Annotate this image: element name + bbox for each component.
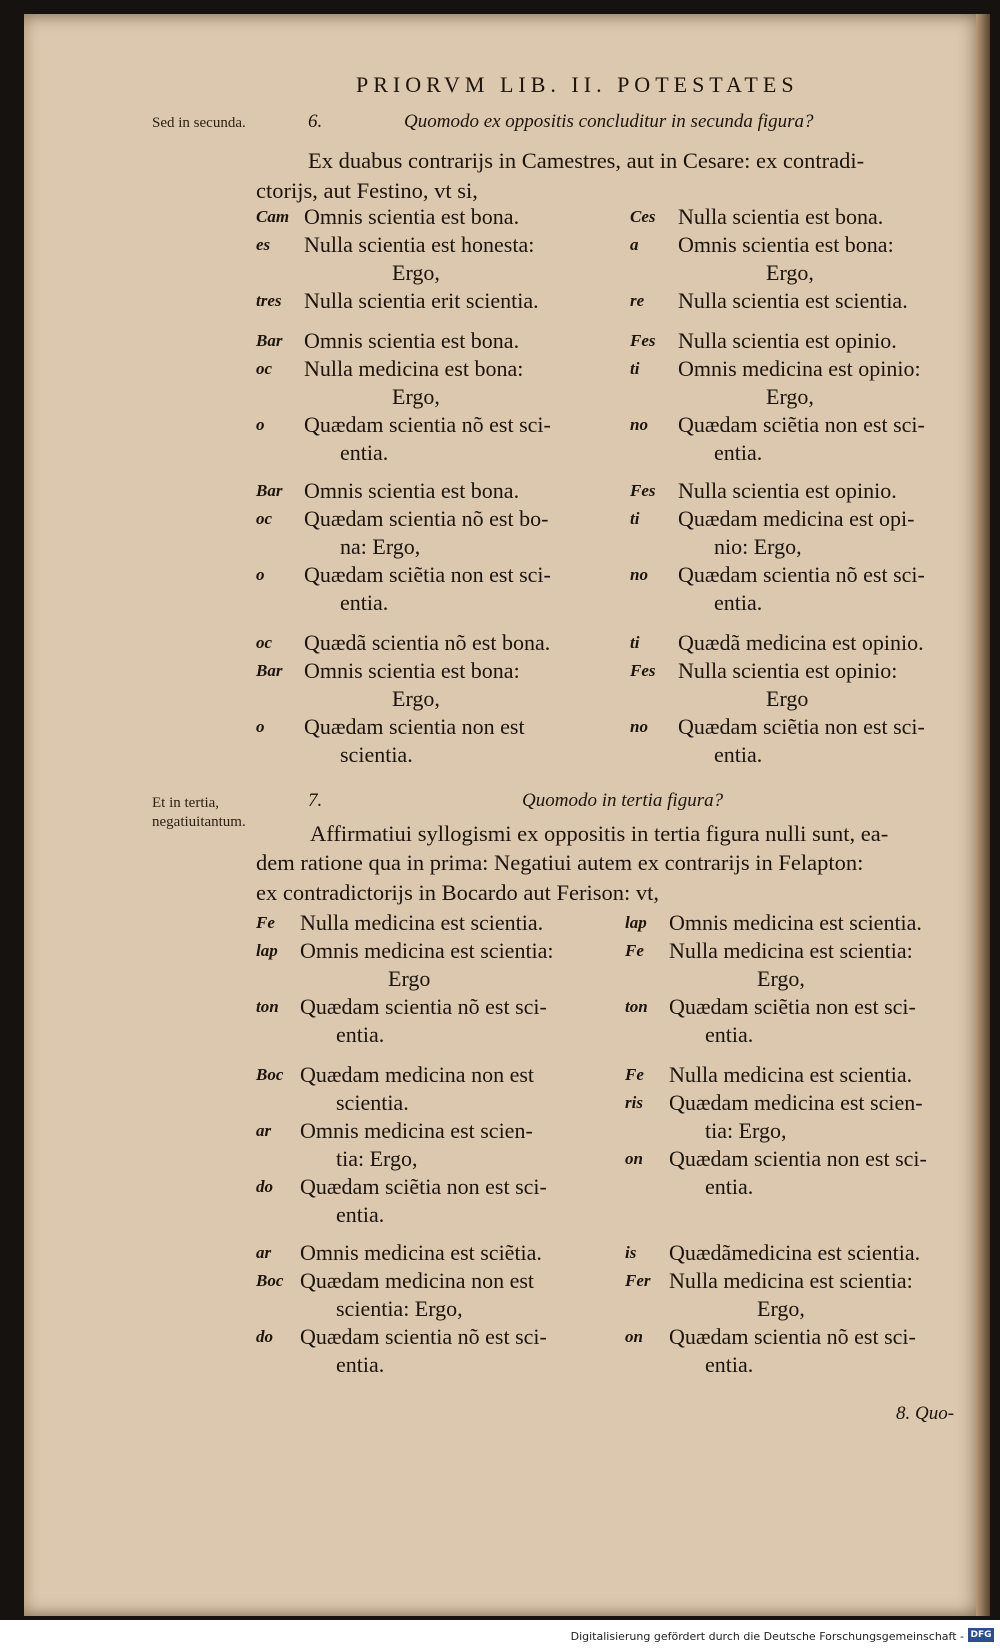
syllogism-line: Quædam medicina est scien- xyxy=(669,1090,923,1115)
mood-syllable-label: Boc xyxy=(256,1271,284,1290)
digitization-footer xyxy=(0,1622,1000,1651)
mood-syllable-label: Bar xyxy=(256,481,283,500)
section-question-6: Quomodo ex oppositis concluditur in secunda figura? xyxy=(404,111,814,132)
mood-syllable-label: no xyxy=(630,415,648,434)
syllogism-line: entia. xyxy=(714,742,763,767)
mood-syllable-label: o xyxy=(256,565,265,584)
paragraph-line: ctorijs, aut Festino, vt si, xyxy=(256,178,478,203)
syllogism-line: Nulla medicina est scientia. xyxy=(300,910,544,935)
paragraph-line: Ex duabus contrarijs in Camestres, aut in Cesare: ex contradi- xyxy=(308,148,865,173)
syllogism-line: Quædam medicina non est xyxy=(300,1062,535,1087)
syllogism-line: Quædam sciẽtia non est sci- xyxy=(669,994,916,1019)
syllogism-line: Nulla scientia erit scientia. xyxy=(304,288,539,313)
mood-syllable-label: o xyxy=(256,717,265,736)
mood-syllable-label: ton xyxy=(256,997,279,1016)
section-number-7: 7. xyxy=(308,790,323,811)
mood-syllable-label: do xyxy=(256,1177,273,1196)
syllogism-line: entia. xyxy=(705,1352,754,1377)
syllogism-line: scientia: Ergo, xyxy=(336,1296,463,1321)
syllogism-line: Nulla scientia est opinio. xyxy=(678,328,897,353)
mood-syllable-label: Fes xyxy=(630,661,656,680)
syllogism-line: Quædam medicina est opi- xyxy=(678,506,915,531)
syllogism-line: entia. xyxy=(340,590,389,615)
mood-syllable-label: Bar xyxy=(256,661,283,680)
syllogism-line: na: Ergo, xyxy=(340,534,421,559)
mood-syllable-label: is xyxy=(625,1243,637,1262)
catchword: 8. Quo- xyxy=(896,1403,955,1424)
mood-syllable-label: ris xyxy=(625,1093,643,1112)
syllogism-line: Quædam sciẽtia non est sci- xyxy=(678,714,925,739)
mood-syllable-label: oc xyxy=(256,633,273,652)
mood-syllable-label: Bar xyxy=(256,331,283,350)
mood-syllable-label: es xyxy=(256,235,271,254)
syllogism-line: Omnis scientia est bona. xyxy=(304,478,520,503)
syllogism-line: Quædam sciẽtia non est sci- xyxy=(678,412,925,437)
syllogism-line: Nulla medicina est bona: xyxy=(304,356,524,381)
mood-syllable-label: Fe xyxy=(625,1065,644,1084)
syllogism-line: Ergo, xyxy=(766,384,814,409)
mood-syllable-label: ton xyxy=(625,997,648,1016)
syllogism-line: Omnis medicina est scien- xyxy=(300,1118,533,1143)
syllogism-line: entia. xyxy=(336,1352,385,1377)
syllogism-line: nio: Ergo, xyxy=(714,534,802,559)
syllogism-line: Ergo, xyxy=(392,384,440,409)
syllogism-line: scientia. xyxy=(336,1090,409,1115)
page-edge xyxy=(976,14,990,1616)
section-number-6: 6. xyxy=(308,111,323,132)
syllogism-line: Quædam scientia non est xyxy=(304,714,525,739)
syllogism-line: Ergo, xyxy=(392,686,440,711)
syllogism-line: Omnis scientia est bona. xyxy=(304,328,520,353)
syllogism-line: Omnis scientia est bona: xyxy=(678,232,894,257)
syllogism-line: Nulla medicina est scientia: xyxy=(669,1268,913,1293)
syllogism-line: entia. xyxy=(705,1174,754,1199)
mood-syllable-label: oc xyxy=(256,509,273,528)
syllogism-line: Nulla scientia est opinio: xyxy=(678,658,898,683)
paragraph-line: Affirmatiui syllogismi ex oppositis in tertia figura nulli sunt, ea- xyxy=(310,821,889,846)
syllogism-line: Quædã medicina est opinio. xyxy=(678,630,924,655)
syllogism-line: Nulla scientia est bona. xyxy=(678,204,884,229)
syllogism-line: Omnis medicina est scientia: xyxy=(300,938,554,963)
dfg-logo: DFG xyxy=(968,1628,994,1642)
paragraph-line: ex contradictorijs in Bocardo aut Ferison: vt, xyxy=(256,880,660,905)
mood-syllable-label: Fes xyxy=(630,331,656,350)
syllogism-line: Quædam scientia nõ est sci- xyxy=(300,994,547,1019)
syllogism-line: Omnis medicina est scientia. xyxy=(669,910,922,935)
syllogism-line: Nulla medicina est scientia: xyxy=(669,938,913,963)
paragraph-line: dem ratione qua in prima: Negatiui autem ex contrarijs in Felapton: xyxy=(256,850,864,875)
mood-syllable-label: Fer xyxy=(625,1271,651,1290)
syllogism-line: Ergo, xyxy=(757,966,805,991)
syllogism-line: Quædã scientia nõ est bona. xyxy=(304,630,551,655)
syllogism-line: Quædam scientia nõ est sci- xyxy=(669,1324,916,1349)
syllogism-line: Ergo xyxy=(766,686,809,711)
mood-syllable-label: no xyxy=(630,565,648,584)
syllogism-line: Quædam scientia nõ est sci- xyxy=(678,562,925,587)
mood-syllable-label: re xyxy=(630,291,645,310)
syllogism-line: Ergo xyxy=(388,966,431,991)
mood-syllable-label: ti xyxy=(630,633,640,652)
syllogism-line: Quædãmedicina est scientia. xyxy=(669,1240,921,1265)
syllogism-line: Omnis scientia est bona. xyxy=(304,204,520,229)
syllogism-line: Quædam scientia nõ est sci- xyxy=(300,1324,547,1349)
syllogism-line: Ergo, xyxy=(392,260,440,285)
mood-syllable-label: on xyxy=(625,1149,643,1168)
syllogism-line: Omnis medicina est sciẽtia. xyxy=(300,1240,542,1265)
mood-syllable-label: Boc xyxy=(256,1065,284,1084)
syllogism-line: Quædam scientia non est sci- xyxy=(669,1146,927,1171)
syllogism-line: Nulla scientia est scientia. xyxy=(678,288,908,313)
margin-note-tertia: Et in tertia, negatiuitantum. xyxy=(152,795,246,830)
mood-syllable-label: oc xyxy=(256,359,273,378)
syllogism-line: scientia. xyxy=(340,742,413,767)
syllogism-line: Quædam medicina non est xyxy=(300,1268,535,1293)
syllogism-line: Omnis scientia est bona: xyxy=(304,658,520,683)
syllogism-line: entia. xyxy=(714,590,763,615)
mood-syllable-label: Cam xyxy=(256,207,290,226)
syllogism-line: entia. xyxy=(340,440,389,465)
mood-syllable-label: a xyxy=(630,235,639,254)
mood-syllable-label: lap xyxy=(625,913,647,932)
syllogism-line: entia. xyxy=(336,1202,385,1227)
syllogism-line: entia. xyxy=(336,1022,385,1047)
mood-syllable-label: Fes xyxy=(630,481,656,500)
syllogism-line: Quædam sciẽtia non est sci- xyxy=(300,1174,547,1199)
syllogism-line: tia: Ergo, xyxy=(705,1118,787,1143)
syllogism-line: Ergo, xyxy=(757,1296,805,1321)
section-question-7: Quomodo in tertia figura? xyxy=(522,790,724,811)
mood-syllable-label: o xyxy=(256,415,265,434)
running-head: PRIORVM LIB. II. POTESTATES xyxy=(356,72,799,97)
syllogism-line: tia: Ergo, xyxy=(336,1146,418,1171)
mood-syllable-label: no xyxy=(630,717,648,736)
syllogism-line: Nulla scientia est opinio. xyxy=(678,478,897,503)
mood-syllable-label: ti xyxy=(630,359,640,378)
syllogism-line: Quædam scientia nõ est bo- xyxy=(304,506,549,531)
mood-syllable-label: Fe xyxy=(256,913,275,932)
footer-credit: Digitalisierung gefördert durch die Deutsche Forschungsgemeinschaft - xyxy=(570,1630,964,1643)
mood-syllable-label: ar xyxy=(256,1121,272,1140)
syllogism-line: Ergo, xyxy=(766,260,814,285)
syllogism-line: entia. xyxy=(705,1022,754,1047)
mood-syllable-label: lap xyxy=(256,941,278,960)
syllogism-line: Quædam scientia nõ est sci- xyxy=(304,412,551,437)
mood-syllable-label: Fe xyxy=(625,941,644,960)
syllogism-line: Quædam sciẽtia non est sci- xyxy=(304,562,551,587)
mood-syllable-label: ti xyxy=(630,509,640,528)
mood-syllable-label: do xyxy=(256,1327,273,1346)
mood-syllable-label: ar xyxy=(256,1243,272,1262)
syllogism-line: entia. xyxy=(714,440,763,465)
syllogism-line: Nulla scientia est honesta: xyxy=(304,232,535,257)
mood-syllable-label: Ces xyxy=(630,207,656,226)
margin-note-secunda: Sed in secunda. xyxy=(152,115,246,131)
mood-syllable-label: on xyxy=(625,1327,643,1346)
syllogism-line: Omnis medicina est opinio: xyxy=(678,356,921,381)
syllogism-line: Nulla medicina est scientia. xyxy=(669,1062,913,1087)
mood-syllable-label: tres xyxy=(256,291,282,310)
